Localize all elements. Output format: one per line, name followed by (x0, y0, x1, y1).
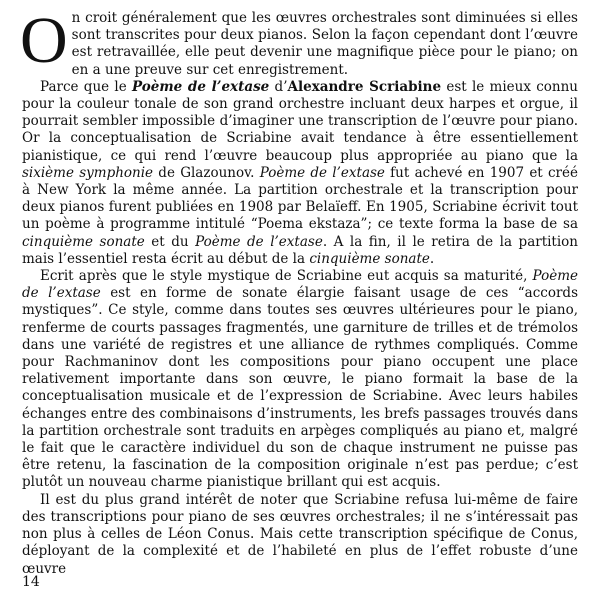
work-title: Poème de l’extase (22, 268, 578, 302)
work-title: cinquième sonate (22, 233, 145, 250)
work-title: Poème de l’extase (259, 164, 385, 181)
work-title: Poème de l’extase (195, 233, 323, 250)
composer-name: Alexandre Scriabine (287, 78, 442, 95)
document-body (20, 4, 579, 578)
paragraph-transcriptions: Il est du plus grand intérêt de noter que Scriabine refusa lui-même de faire des transcriptions pour piano de ses œuvres orchestrales; il ne s’intéressait pas non plus à celles de Léon Conus. Mais cette transcription spécifique de Conus, déployant de la complexité et de l’habileté en plus de l’effet robuste d’une œuvre (22, 491, 578, 577)
work-title: Poème de l’extase (131, 78, 270, 95)
drop-cap: O (20, 4, 68, 77)
work-title: cinquième sonate (309, 250, 430, 267)
paragraph-intro (20, 4, 578, 79)
work-title: sixième symphonie (22, 164, 154, 181)
page-number: 14 (22, 574, 40, 590)
paragraph-poeme: Parce que le Poème de l’extase d’Alexandre Scriabine est le mieux connu pour la couleur tonale de son grand orchestre incluant deux harpes et orgue, il pourrait sembler impossible d’imaginer une transcription de l’œuvre pour piano. Or la conceptualisation de Scriabine avait tendance à être essentiellement pianistique, ce qui rend l’œuvre beaucoup plus appropriée au piano que la sixième symphonie de Glazounov. Poème de l’extase fut achevé en 1907 et créé à New York la même année. La partition orchestrale et la transcription pour deux pianos furent publiées en 1908 par Belaïeff. En 1905, Scriabine écrivit tout un poème à programme intitulé “Poema ekstaza”; ce texte forma la base de sa cinquième sonate et du Poème de l’extase. A la fin, il le retira de la partition mais l’essentiel resta écrit au début de la cinquième sonate. (22, 78, 578, 267)
paragraph-style: Ecrit après que le style mystique de Scriabine eut acquis sa maturité, Poème de l’extase est en forme de sonate élargie faisant usage de ces “accords mystiques”. Ce style, comme dans toutes ses œuvres ultérieures pour le piano, renferme de courts passages fragmentés, une garniture de trilles et de trémolos dans une variété de registres et une alliance de rythmes compliqués. Comme pour Rachmaninov dont les compositions pour piano occupent une place relativement importante dans son œuvre, le piano formait la base de la conceptualisation musicale et de l’expression de Scriabine. Avec leurs habiles échanges entre des combinaisons d’instruments, les brefs passages trouvés dans la partition orchestrale sont traduits en arpèges compliqués au piano et, malgré le fait que le caractère individuel du son de chaque instrument ne puisse pas être retenu, la fascination de la composition originale n’est pas perdue; c’est plutôt un nouveau charme pianistique brillant qui est acquis. (22, 268, 579, 491)
paragraph-intro-text: n croit généralement que les œuvres orchestrales sont diminuées si elles sont transcrites pour deux pianos. Selon la façon cependant dont l’œuvre est retravaillée, elle peut devenir une magnifique pièce pour le piano; on en a une preuve sur cet enregistrement. (71, 10, 578, 78)
